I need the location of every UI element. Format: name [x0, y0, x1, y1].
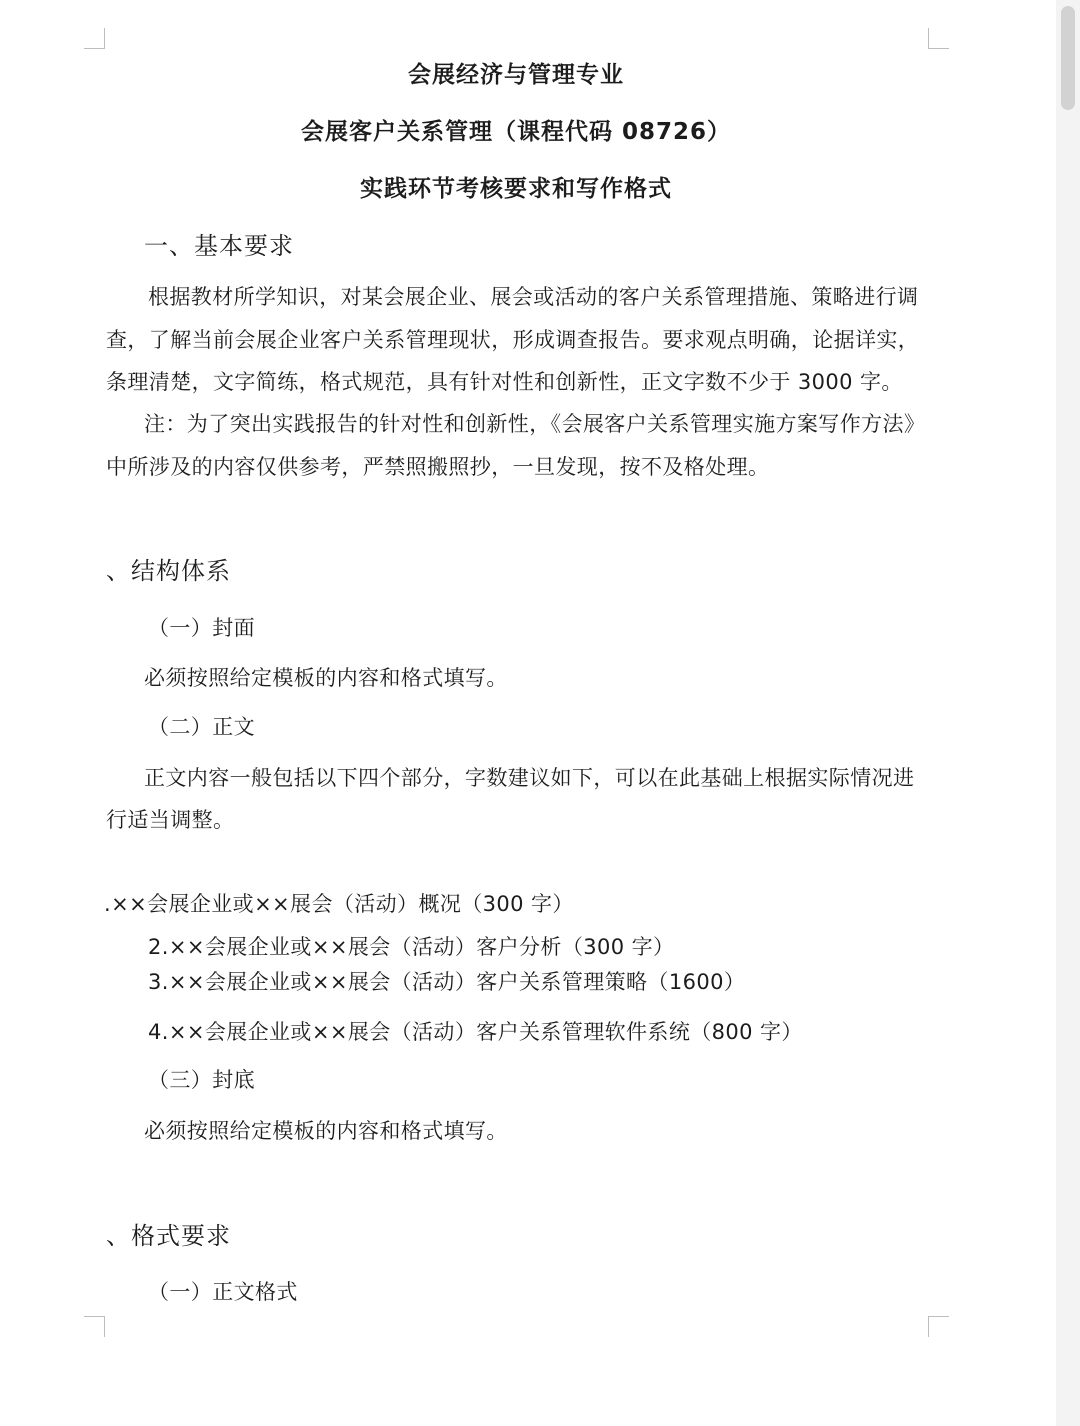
body-intro-line: 正文内容一般包括以下四个部分，字数建议如下，可以在此基础上根据实际情况进	[144, 766, 915, 790]
cover-text: 必须按照给定模板的内容和格式填写。	[144, 666, 508, 690]
section3-heading: 、格式要求	[106, 1222, 231, 1250]
back-cover-text: 必须按照给定模板的内容和格式填写。	[144, 1119, 508, 1143]
section3-sub1-label: （一）正文格式	[148, 1280, 298, 1304]
doc-title-requirements: 实践环节考核要求和写作格式	[360, 176, 672, 202]
doc-title-major: 会展经济与管理专业	[408, 62, 624, 88]
section1-heading: 一、基本要求	[144, 232, 294, 260]
back-cover-label: （三）封底	[148, 1068, 255, 1092]
section1-paragraph-line: 查，了解当前会展企业客户关系管理现状，形成调查报告。要求观点明确，论据详实，	[106, 328, 920, 352]
body-label: （二）正文	[148, 715, 255, 739]
cover-label: （一）封面	[148, 616, 255, 640]
body-list-item: 2.××会展企业或××展会（活动）客户分析（300 字）	[148, 935, 675, 959]
section1-note-line: 中所涉及的内容仅供参考，严禁照搬照抄，一旦发现，按不及格处理。	[106, 455, 770, 479]
vertical-scrollbar[interactable]	[1056, 0, 1080, 1426]
doc-title-course: 会展客户关系管理（课程代码 08726）	[300, 119, 732, 145]
page-corner-top-right	[928, 28, 949, 49]
section2-heading: 、结构体系	[106, 557, 231, 585]
body-intro-line: 行适当调整。	[106, 808, 235, 832]
page-corner-bottom-left	[84, 1316, 105, 1337]
section1-note-line: 注：为了突出实践报告的针对性和创新性，《会展客户关系管理实施方案写作方法》	[144, 412, 926, 436]
section1-paragraph-line: 条理清楚，文字简练，格式规范，具有针对性和创新性，正文字数不少于 3000 字。	[106, 370, 903, 394]
scrollbar-thumb[interactable]	[1061, 6, 1075, 110]
body-list-item: 4.××会展企业或××展会（活动）客户关系管理软件系统（800 字）	[148, 1020, 803, 1044]
page-corner-bottom-right	[928, 1316, 949, 1337]
body-list-item: .××会展企业或××展会（活动）概况（300 字）	[104, 892, 574, 916]
page-corner-top-left	[84, 28, 105, 49]
body-list-item: 3.××会展企业或××展会（活动）客户关系管理策略（1600）	[148, 970, 746, 994]
section1-paragraph-line: 根据教材所学知识，对某会展企业、展会或活动的客户关系管理措施、策略进行调	[148, 285, 919, 309]
